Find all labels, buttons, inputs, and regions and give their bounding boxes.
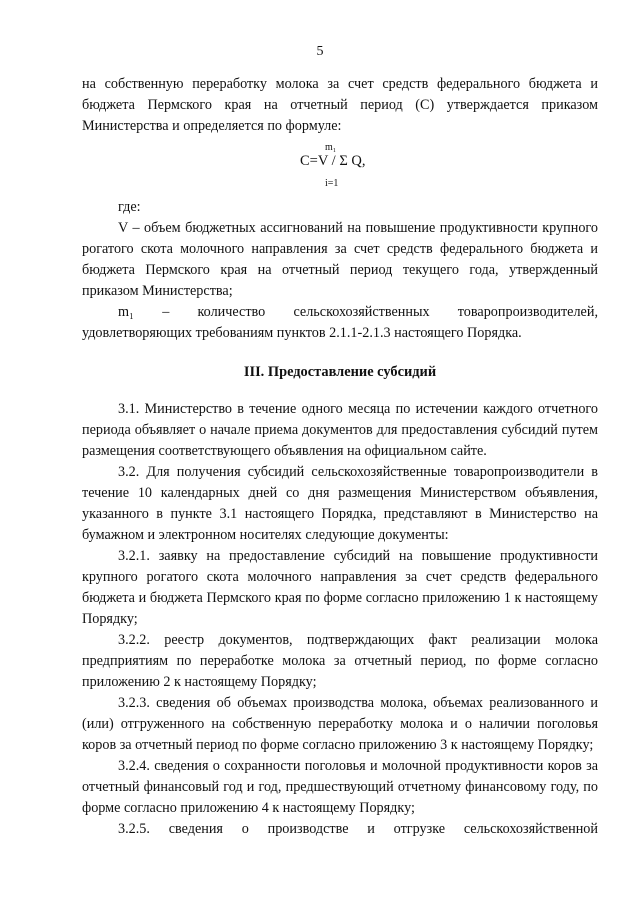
section-title: III. Предоставление субсидий <box>243 364 437 380</box>
paragraph-3-2: 3.2. Для получения субсидий сельскохозяйственные товаропроизводители в течение 10 календарных дней со дня размещения Министерством объявления, указанного в пункте 3.1 настоящего Порядка, представляют в Министерство на бумажном и электронном носителях следующие документы: <box>82 464 598 543</box>
formula <box>82 139 598 195</box>
paragraph-3-2-5: 3.2.5. сведения о производстве и отгрузке сельскохозяйственной <box>118 821 598 837</box>
paragraph-3-2-2: 3.2.2. реестр документов, подтверждающих факт реализации молока предприятиям по переработке молока за отчетный период, по форме согласно приложению 2 к настоящему Порядку; <box>82 632 598 690</box>
formula-lower-limit: i=1 <box>325 178 339 189</box>
definition-m1: m₁ – количество сельскохозяйственных товаропроизводителей, удовлетворяющих требованиям пунктов 2.1.1-2.1.3 настоящего Порядка. <box>82 304 598 341</box>
formula-expression: C=V / Σ Q, <box>300 153 366 169</box>
formula-upper-limit: m₁ <box>325 142 337 153</box>
document-body <box>82 74 598 840</box>
page-number: 5 <box>316 44 324 59</box>
intro-paragraph: на собственную переработку молока за счет средств федерального бюджета и бюджета Пермского края на отчетный период (С) утверждается приказом Министерства и определяется по формуле: <box>82 76 598 134</box>
paragraph-3-2-1: 3.2.1. заявку на предоставление субсидий на повышение продуктивности крупного рогатого скота молочного направления за счет средств федерального бюджета и бюджета Пермского края по форме согласно приложению 1 к настоящему Порядку; <box>82 548 598 627</box>
paragraph-3-2-3: 3.2.3. сведения об объемах производства молока, объемах реализованного и (или) отгруженного на собственную переработку молока и о наличии поголовья коров за отчетный период по форме согласно приложению 3 к настоящему Порядку; <box>82 695 598 753</box>
definition-v: V – объем бюджетных ассигнований на повышение продуктивности крупного рогатого скота молочного направления за счет средств федерального бюджета и бюджета Пермского края на отчетный период текущего года, утвержденный приказом Министерства; <box>82 220 598 299</box>
paragraph-3-1: 3.1. Министерство в течение одного месяца по истечении каждого отчетного периода объявляет о начале приема документов для предоставления субсидий путем размещения соответствующего объявления на официальном сайте. <box>82 401 598 459</box>
paragraph-3-2-4: 3.2.4. сведения о сохранности поголовья и молочной продуктивности коров за отчетный финансовый год и год, предшествующий отчетному финансовому году, по форме согласно приложению 4 к настоящему Порядку; <box>82 758 598 816</box>
where-label: где: <box>118 199 141 215</box>
